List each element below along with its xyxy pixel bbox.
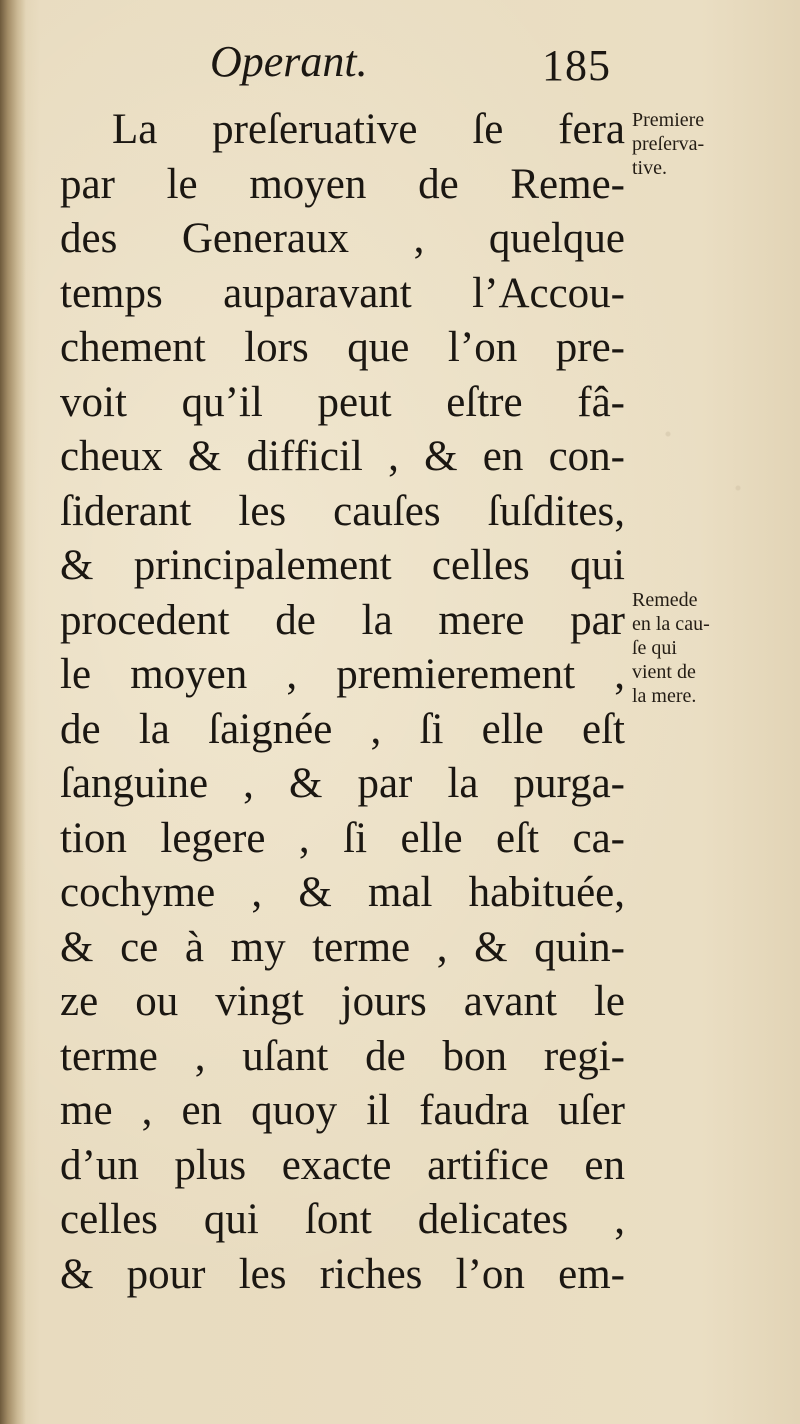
text-line: & pour les riches l’on em- — [60, 1250, 625, 1298]
text-line: & ce à my terme , & quin- — [60, 923, 625, 971]
text-line: d’un plus exacte artifice en — [60, 1141, 625, 1189]
text-line: ze ou vingt jours avant le — [60, 978, 625, 1025]
text-line: cheux & difficil , & en con- — [60, 433, 625, 480]
text-line: voit qu’il peut eſtre fâ- — [60, 378, 625, 426]
text-line: chement lors que l’on pre- — [60, 324, 625, 371]
margin-note-line: preſerva- — [632, 133, 705, 155]
text-line: celles qui ſont delicates , — [60, 1196, 625, 1243]
running-title: Operant. — [210, 37, 368, 86]
margin-note-line: Remede — [632, 589, 698, 611]
margin-note-line: tive. — [632, 157, 667, 179]
binding-gutter — [0, 0, 26, 1424]
margin-note-remede — [632, 588, 792, 708]
paper-stain — [640, 380, 780, 560]
margin-note-line: en la cau- — [632, 613, 710, 635]
text-line: le moyen , premierement , — [60, 651, 625, 698]
text-line: de la ſaignée , ſi elle eſt — [60, 705, 625, 753]
body-text — [60, 103, 625, 1302]
margin-note-line: la mere. — [632, 685, 697, 707]
text-line: temps auparavant l’Accou- — [60, 269, 625, 317]
margin-note-premiere-preservative — [632, 108, 792, 180]
page-number: 185 — [542, 41, 611, 90]
text-line: me , en quoy il faudra uſer — [60, 1087, 625, 1134]
text-line: ſanguine , & par la purga- — [60, 760, 625, 807]
text-line: des Generaux , quelque — [60, 215, 625, 262]
text-line: tion legere , ſi elle eſt ca- — [60, 814, 625, 862]
text-line: & principalement celles qui — [60, 542, 625, 589]
text-line: cochyme , & mal habituée, — [60, 869, 625, 916]
margin-note-line: ſe qui — [632, 637, 677, 659]
text-line: ſiderant les cauſes ſuſdites, — [60, 487, 625, 535]
margin-note-line: vient de — [632, 661, 696, 683]
text-line: La preſeruative ſe fera — [112, 106, 625, 153]
text-line: par le moyen de Reme- — [60, 160, 625, 208]
text-line: terme , uſant de bon regi- — [60, 1032, 625, 1080]
text-line: procedent de la mere par — [60, 596, 625, 644]
margin-note-line: Premiere — [632, 109, 705, 131]
